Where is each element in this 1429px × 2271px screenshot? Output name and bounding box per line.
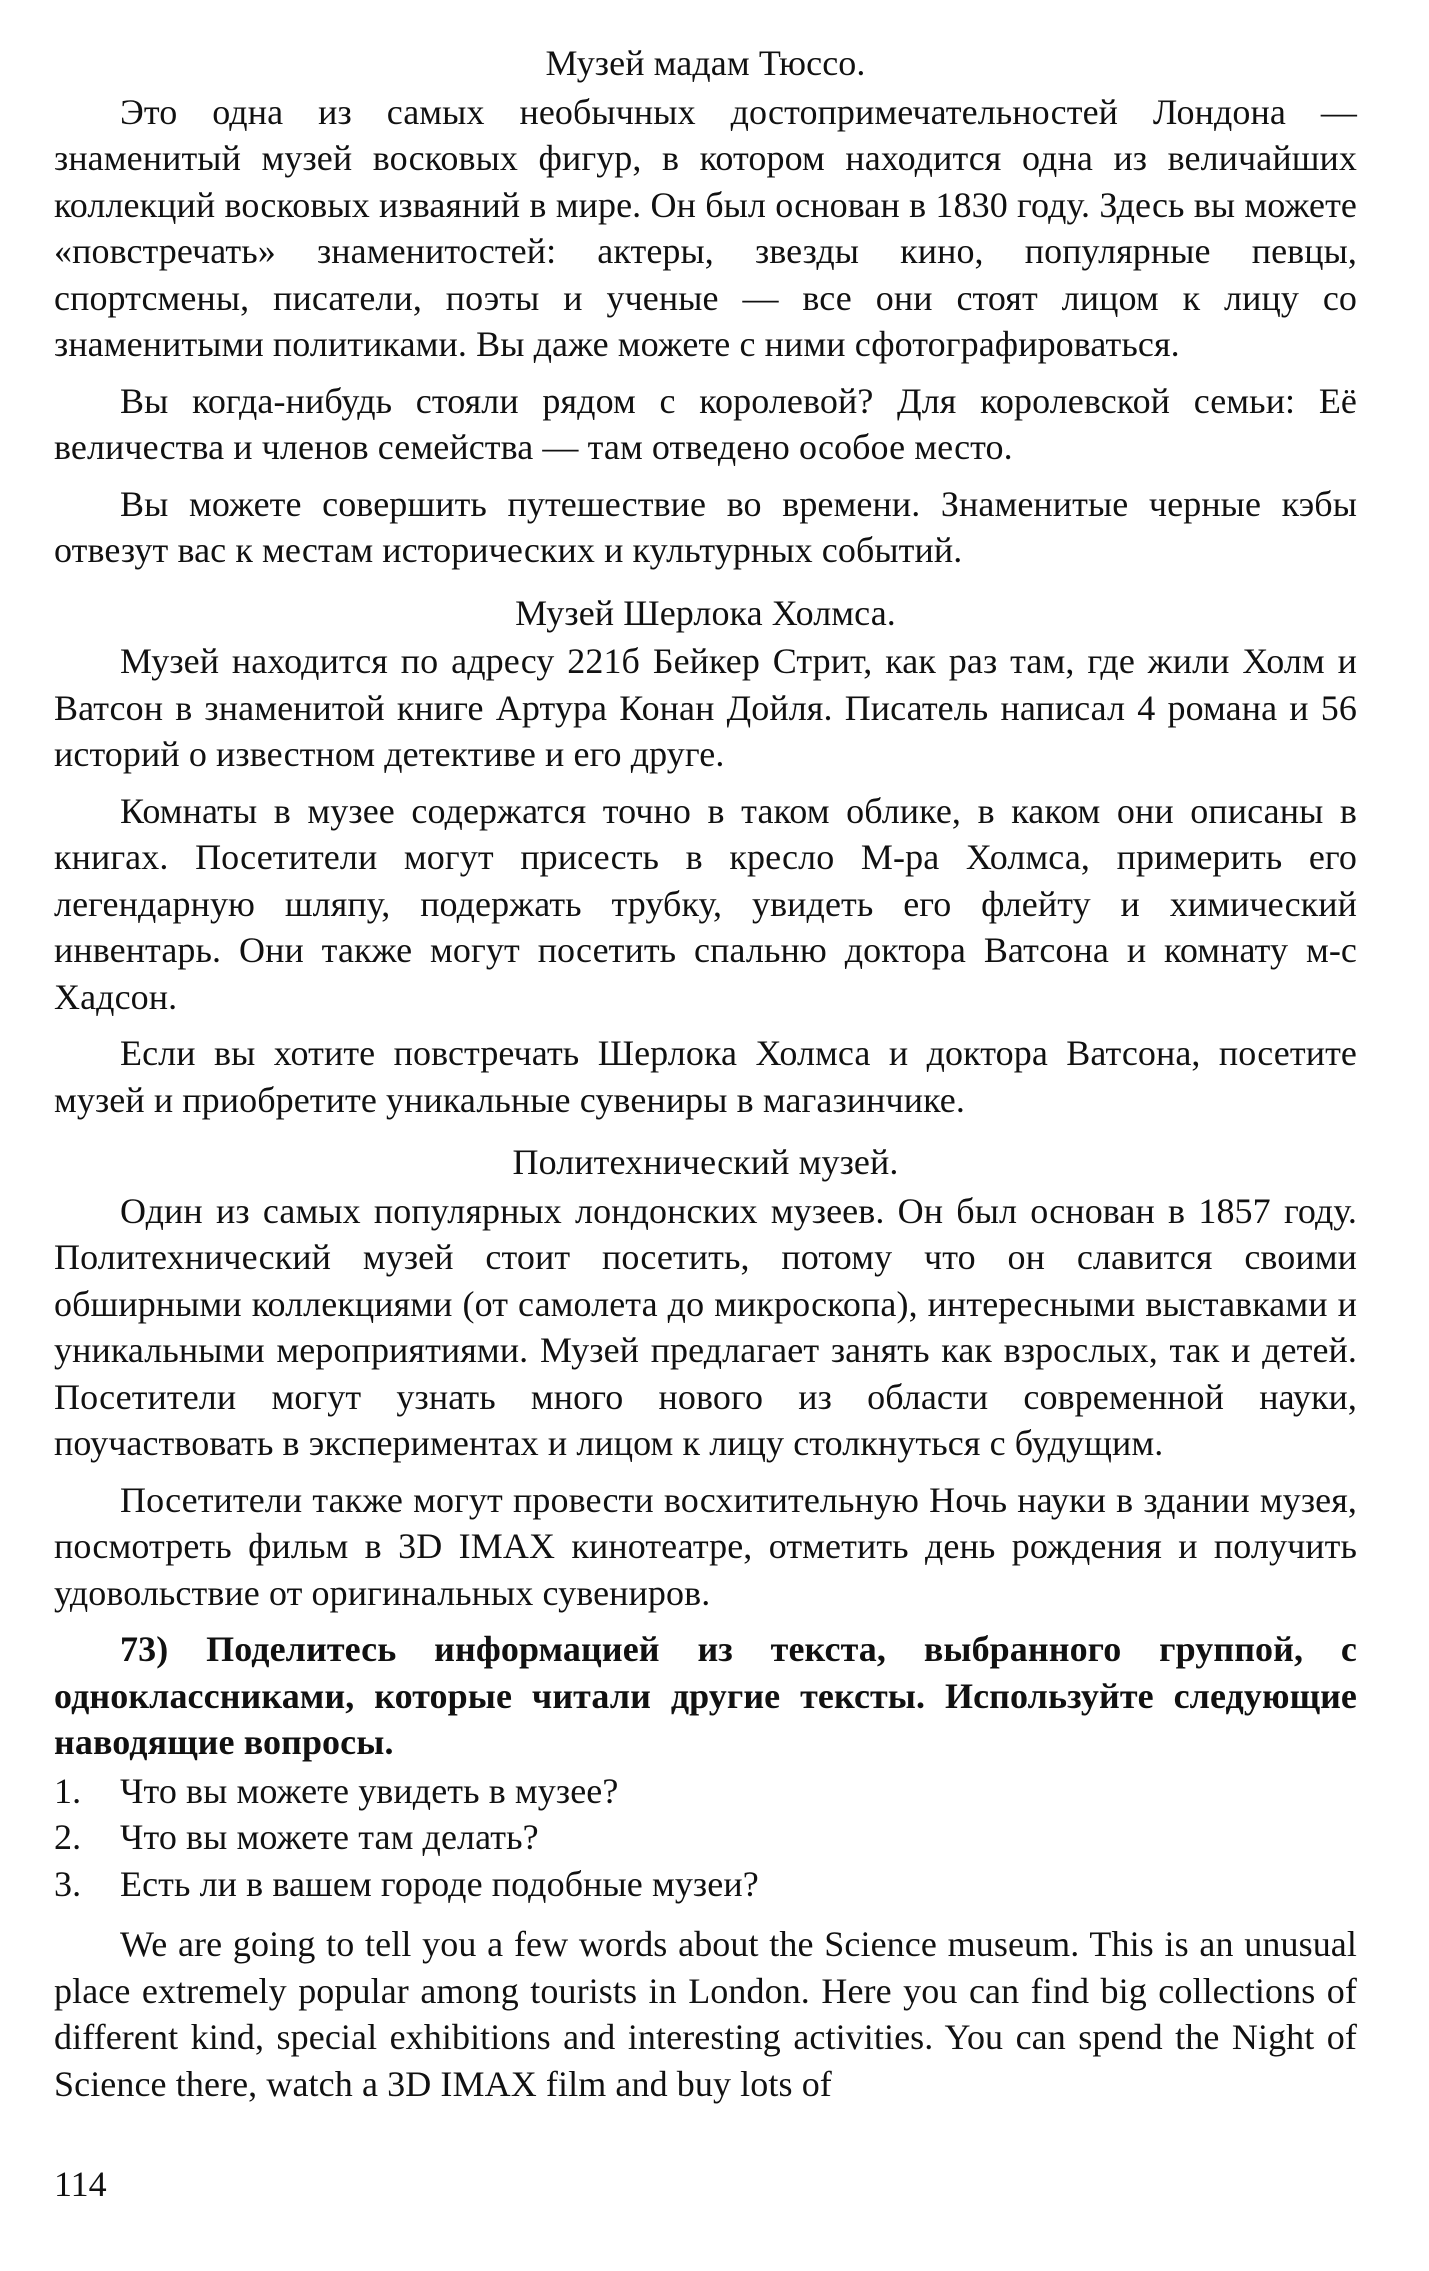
list-item xyxy=(54,1861,1357,1908)
list-item-number: 3. xyxy=(54,1863,82,1904)
list-item-text: Есть ли в вашем городе подобные музеи? xyxy=(120,1863,759,1904)
section-title-tussaud: Музей мадам Тюссо. xyxy=(545,43,866,83)
section-title-sherlock: Музей Шерлока Холмса. xyxy=(515,592,896,633)
list-item-text: Что вы можете увидеть в музее? xyxy=(120,1770,619,1811)
paragraph: Вы когда-нибудь стояли рядом с королевой? Для королевской семьи: Её величества и членов семейства — там отведено особое место. xyxy=(54,380,1357,467)
task-instruction: 73) Поделитесь информацией из текста, выбранного группой, с одноклассниками, которые читали другие тексты. Используйте следующие наводящие вопросы. xyxy=(54,1629,1357,1762)
list-item xyxy=(54,1814,1357,1861)
section-title-polytechnic: Политехнический музей. xyxy=(512,1142,899,1182)
paragraph: Вы можете совершить путешествие во времени. Знаменитые черные кэбы отвезут вас к местам исторических и культурных событий. xyxy=(54,483,1357,570)
paragraph: Комнаты в музее содержатся точно в таком облике, в каком они описаны в книгах. Посетители могут присесть в кресло М-ра Холмса, примерить его легендарную шляпу, подержать трубку, увидеть его флейту и химический инвентарь. Они также могут посетить спальню доктора Ватсона и комнату м-с Хадсон. xyxy=(54,790,1357,1017)
list-item xyxy=(54,1768,1357,1815)
english-paragraph: We are going to tell you a few words about the Science museum. This is an unusual place extremely popular among tourists in London. Here you can find big collections of different kind, special exhibitions and interesting activities. You can spend the Night of Science there, watch a 3D IMAX film and buy lots of xyxy=(54,1924,1357,2104)
paragraph: Это одна из самых необычных достопримечательностей Лондона — знаменитый музей восковых фигур, в котором находится одна из величайших коллекций восковых изваяний в мире. Он был основан в 1830 году. Здесь вы можете «повстречать» знаменитостей: актеры, звезды кино, популярные певцы, спортсмены, писатели, поэты и ученые — все они стоят лицом к лицу со знаменитыми политиками. Вы даже можете с ними сфотографироваться. xyxy=(54,91,1357,364)
question-list xyxy=(54,1768,1357,1908)
list-item-number: 2. xyxy=(54,1817,82,1857)
paragraph: Посетители также могут провести восхитительную Ночь науки в здании музея, посмотреть фильм в 3D IMAX кинотеатре, отметить день рождения и получить удовольствие от оригинальных сувениров. xyxy=(54,1479,1357,1613)
paragraph: Один из самых популярных лондонских музеев. Он был основан в 1857 году. Политехнический музей стоит посетить, потому что он славится своими обширными коллекциями (от самолета до микроскопа), интересными выставками и уникальными мероприятиями. Музей предлагает занять как взрослых, так и детей. Посетители могут узнать много нового из области современной науки, поучаствовать в экспериментах и лицом к лицу столкнуться с будущим. xyxy=(54,1190,1357,1463)
paragraph: Если вы хотите повстречать Шерлока Холмса и доктора Ватсона, посетите музей и приобретите уникальные сувениры в магазинчике. xyxy=(54,1033,1357,1120)
list-item-text: Что вы можете там делать? xyxy=(120,1817,539,1857)
paragraph: Музей находится по адресу 221б Бейкер Стрит, как раз там, где жили Холм и Ватсон в знаменитой книге Артура Конан Дойля. Писатель написал 4 романа и 56 историй о известном детективе и его друге. xyxy=(54,641,1357,774)
page-content xyxy=(54,40,1357,2107)
list-item-number: 1. xyxy=(54,1770,82,1811)
page-number: 114 xyxy=(54,2164,107,2204)
